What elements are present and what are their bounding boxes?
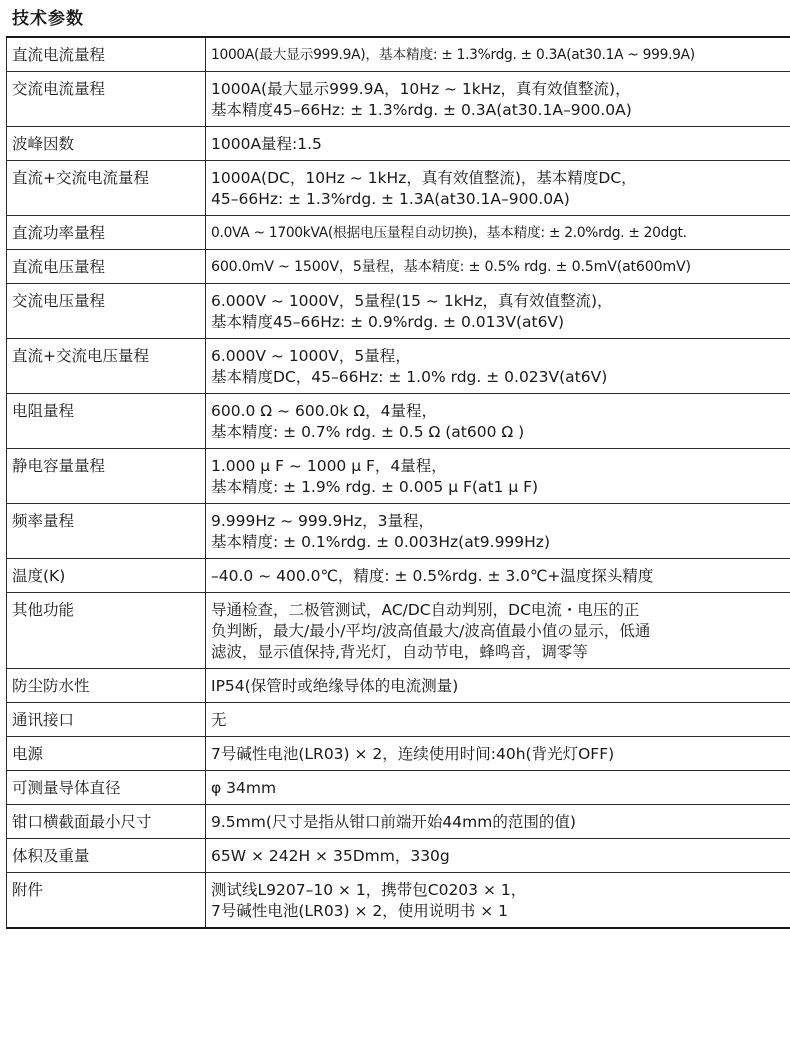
table-row [7,216,790,250]
table-row [7,593,790,669]
table-row [7,703,790,737]
row-value-line: φ 34mm [211,779,277,797]
row-value-line: 负判断，最大/最小/平均/波高值最大/波高值最小值の显示，低通 [211,622,651,640]
row-value-line: 0.0VA ~ 1700kVA(根据电压量程自动切换)，基本精度: ± 2.0%rdg. ± 20dgt. [211,225,687,241]
row-label: 电源 [7,737,206,771]
row-label: 直流电流量程 [7,37,206,72]
row-value-line: 1000A(DC，10Hz ~ 1kHz，真有效值整流)，基本精度DC， [211,169,637,187]
table-row [7,161,790,216]
row-label: 钳口横截面最小尺寸 [7,805,206,839]
row-value-line: 滤波，显示值保持,背光灯，自动节电，蜂鸣音，调零等 [211,643,588,661]
table-row [7,669,790,703]
row-label: 直流+交流电压量程 [7,339,206,394]
row-value [206,559,790,593]
row-value [206,250,790,284]
row-label: 其他功能 [7,593,206,669]
table-row [7,37,790,72]
row-label: 直流电压量程 [7,250,206,284]
row-value [206,394,790,449]
row-value-line: 9.999Hz ~ 999.9Hz，3量程， [211,512,435,530]
row-value [206,805,790,839]
table-row [7,250,790,284]
row-value [206,127,790,161]
row-label: 直流功率量程 [7,216,206,250]
row-value-line: 65W × 242H × 35Dmm，330g [211,847,450,865]
row-label: 通讯接口 [7,703,206,737]
row-value-line: 基本精度: ± 0.7% rdg. ± 0.5 Ω (at600 Ω ) [211,423,525,441]
row-label: 温度(K) [7,559,206,593]
row-value-line: 1000A(最大显示999.9A，10Hz ~ 1kHz，真有效值整流)， [211,80,631,98]
table-row [7,771,790,805]
table-row [7,284,790,339]
table-row [7,72,790,127]
table-row [7,394,790,449]
table-row [7,873,790,929]
row-value-line: 测试线L9207–10 × 1，携带包C0203 × 1， [211,881,527,899]
row-label: 可测量导体直径 [7,771,206,805]
row-value [206,339,790,394]
row-value-line: 基本精度45–66Hz: ± 1.3%rdg. ± 0.3A(at30.1A–900.0A) [211,101,632,119]
table-row [7,559,790,593]
row-value-line: 1000A量程:1.5 [211,135,322,153]
table-row [7,805,790,839]
row-label: 附件 [7,873,206,929]
row-value [206,703,790,737]
row-value [206,839,790,873]
row-label: 静电容量量程 [7,449,206,504]
row-value-line: 6.000V ~ 1000V，5量程， [211,347,411,365]
row-value [206,504,790,559]
table-row [7,127,790,161]
row-value-line: 6.000V ~ 1000V，5量程(15 ~ 1kHz，真有效值整流)， [211,292,613,310]
row-value [206,593,790,669]
row-value [206,771,790,805]
row-value [206,37,790,72]
row-value [206,873,790,929]
row-value [206,669,790,703]
row-label: 体积及重量 [7,839,206,873]
row-label: 防尘防水性 [7,669,206,703]
row-value-line: 基本精度: ± 0.1%rdg. ± 0.003Hz(at9.999Hz) [211,533,550,551]
row-value [206,161,790,216]
row-value-line: 1000A(最大显示999.9A)，基本精度: ± 1.3%rdg. ± 0.3A(at30.1A ~ 999.9A) [211,47,695,63]
row-value-line: 45–66Hz: ± 1.3%rdg. ± 1.3A(at30.1A–900.0A) [211,190,570,208]
row-value-line: 1.000 μ F ~ 1000 μ F，4量程， [211,457,447,475]
table-row [7,504,790,559]
row-value-line: 7号碱性电池(LR03) × 2，使用说明书 × 1 [211,902,508,920]
spec-table [6,36,790,929]
row-value-line: 600.0mV ~ 1500V，5量程，基本精度: ± 0.5% rdg. ± 0.5mV(at600mV) [211,259,691,275]
row-label: 交流电流量程 [7,72,206,127]
row-label: 交流电压量程 [7,284,206,339]
row-value-line: 600.0 Ω ~ 600.0k Ω，4量程， [211,402,437,420]
row-value [206,72,790,127]
row-value-line: 7号碱性电池(LR03) × 2，连续使用时间:40h(背光灯OFF) [211,745,615,763]
row-value-line: 无 [211,711,227,729]
row-value [206,449,790,504]
row-value-line: 导通检查，二极管测试，AC/DC自动判别，DC电流・电压的正 [211,601,640,619]
row-value [206,284,790,339]
row-value-line: 9.5mm(尺寸是指从钳口前端开始44mm的范围的值) [211,813,576,831]
row-value-line: IP54(保管时或绝缘导体的电流测量) [211,677,459,695]
row-value-line: 基本精度DC，45–66Hz: ± 1.0% rdg. ± 0.023V(at6V) [211,368,608,386]
row-label: 直流+交流电流量程 [7,161,206,216]
row-value [206,737,790,771]
row-label: 波峰因数 [7,127,206,161]
table-row [7,737,790,771]
row-value-line: 基本精度45–66Hz: ± 0.9%rdg. ± 0.013V(at6V) [211,313,565,331]
section-title: 技术参数 [12,9,84,29]
row-value [206,216,790,250]
table-row [7,339,790,394]
row-value-line: –40.0 ~ 400.0℃，精度: ± 0.5%rdg. ± 3.0℃+温度探头精度 [211,567,654,585]
table-row [7,449,790,504]
row-label: 频率量程 [7,504,206,559]
row-label: 电阻量程 [7,394,206,449]
table-row [7,839,790,873]
row-value-line: 基本精度: ± 1.9% rdg. ± 0.005 μ F(at1 μ F) [211,478,539,496]
